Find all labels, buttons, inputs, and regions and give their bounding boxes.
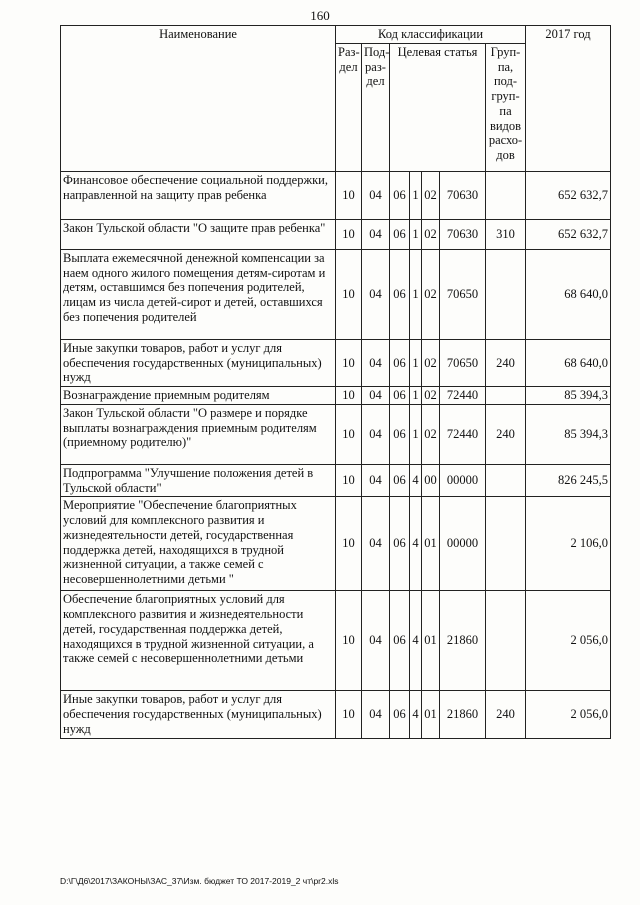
- header-classification-code: Код классификации: [336, 26, 526, 44]
- row-podrazdel: 04: [362, 171, 390, 219]
- row-target-subprogram: 1: [410, 219, 422, 249]
- table-row: [61, 219, 611, 249]
- row-name: Иные закупки товаров, работ и услуг для обеспечения государственных (муниципальных) нужд: [61, 691, 336, 738]
- row-target-direction: 72440: [440, 387, 486, 405]
- row-target-direction: 70650: [440, 249, 486, 339]
- row-podrazdel: 04: [362, 591, 390, 691]
- row-target-subprogram: 4: [410, 497, 422, 591]
- row-target-subprogram: 1: [410, 339, 422, 386]
- row-target-subprogram: 4: [410, 591, 422, 691]
- row-target-direction: 70650: [440, 339, 486, 386]
- row-name: Обеспечение благоприятных условий для комплексного развития и жизнедеятельности детей, государственная поддержка детей, находящихся в трудной жизненной ситуации, а также семей с несовершеннолетними детьми: [61, 591, 336, 691]
- row-target-direction: 00000: [440, 464, 486, 497]
- row-amount: 68 640,0: [526, 249, 611, 339]
- row-amount: 652 632,7: [526, 171, 611, 219]
- row-name: Иные закупки товаров, работ и услуг для обеспечения государственных (муниципальных) нужд: [61, 339, 336, 386]
- row-expense-group: [486, 591, 526, 691]
- row-razdel: 10: [336, 339, 362, 386]
- row-target-direction: 70630: [440, 219, 486, 249]
- row-target-activity: 02: [422, 219, 440, 249]
- row-expense-group: [486, 171, 526, 219]
- row-amount: 2 056,0: [526, 691, 611, 738]
- row-name: Мероприятие "Обеспечение благоприятных условий для комплексного развития и жизнедеятельности детей, государственная поддержка детей, находящихся в трудной жизненной ситуации, а также семей с несовершеннолетними детьми ": [61, 497, 336, 591]
- row-razdel: 10: [336, 219, 362, 249]
- budget-table: [60, 25, 611, 739]
- row-target-activity: 01: [422, 591, 440, 691]
- header-name: Наименование: [61, 26, 336, 172]
- row-expense-group: [486, 387, 526, 405]
- row-target-activity: 01: [422, 691, 440, 738]
- row-razdel: 10: [336, 404, 362, 464]
- row-target-subprogram: 1: [410, 249, 422, 339]
- row-amount: 85 394,3: [526, 387, 611, 405]
- row-target-program: 06: [390, 497, 410, 591]
- table-row: [61, 404, 611, 464]
- row-name: Закон Тульской области "О размере и порядке выплаты вознаграждения приемным родителям (приемному родителю)": [61, 404, 336, 464]
- row-amount: 2 056,0: [526, 591, 611, 691]
- row-expense-group: 240: [486, 404, 526, 464]
- row-amount: 826 245,5: [526, 464, 611, 497]
- row-name: Вознаграждение приемным родителям: [61, 387, 336, 405]
- row-target-program: 06: [390, 387, 410, 405]
- row-razdel: 10: [336, 249, 362, 339]
- row-razdel: 10: [336, 691, 362, 738]
- row-target-subprogram: 1: [410, 171, 422, 219]
- row-razdel: 10: [336, 497, 362, 591]
- row-podrazdel: 04: [362, 339, 390, 386]
- row-expense-group: 240: [486, 691, 526, 738]
- row-target-subprogram: 4: [410, 691, 422, 738]
- row-razdel: 10: [336, 387, 362, 405]
- row-target-subprogram: 4: [410, 464, 422, 497]
- row-target-subprogram: 1: [410, 387, 422, 405]
- header-expense-group: Груп-па, под-груп-па видов расхо-дов: [486, 43, 526, 171]
- table-row: [61, 691, 611, 738]
- row-name: Закон Тульской области "О защите прав ребенка": [61, 219, 336, 249]
- row-target-program: 06: [390, 171, 410, 219]
- header-year: 2017 год: [526, 26, 611, 172]
- row-target-program: 06: [390, 404, 410, 464]
- table-row: [61, 497, 611, 591]
- row-target-activity: 02: [422, 249, 440, 339]
- row-target-program: 06: [390, 219, 410, 249]
- row-razdel: 10: [336, 591, 362, 691]
- row-target-direction: 70630: [440, 171, 486, 219]
- row-target-direction: 00000: [440, 497, 486, 591]
- row-expense-group: 310: [486, 219, 526, 249]
- header-razdel: Раз-дел: [336, 43, 362, 171]
- row-name: Финансовое обеспечение социальной поддержки, направленной на защиту прав ребенка: [61, 171, 336, 219]
- row-podrazdel: 04: [362, 404, 390, 464]
- row-podrazdel: 04: [362, 387, 390, 405]
- row-razdel: 10: [336, 464, 362, 497]
- row-podrazdel: 04: [362, 249, 390, 339]
- row-target-subprogram: 1: [410, 404, 422, 464]
- table-row: [61, 464, 611, 497]
- row-amount: 2 106,0: [526, 497, 611, 591]
- footer-file-path: D:\Г\Д6\2017\ЗАКОНЫ\ЗАС_37\Изм. бюджет ТО 2017-2019_2 чт\pr2.xls: [60, 876, 339, 886]
- page-number: 160: [310, 8, 330, 23]
- row-podrazdel: 04: [362, 497, 390, 591]
- row-expense-group: 240: [486, 339, 526, 386]
- row-target-direction: 21860: [440, 591, 486, 691]
- row-target-program: 06: [390, 339, 410, 386]
- table-row: [61, 591, 611, 691]
- row-name: Подпрограмма "Улучшение положения детей в Тульской области": [61, 464, 336, 497]
- row-podrazdel: 04: [362, 691, 390, 738]
- row-target-activity: 02: [422, 387, 440, 405]
- row-expense-group: [486, 497, 526, 591]
- row-target-program: 06: [390, 591, 410, 691]
- header-target-article: Целевая статья: [390, 43, 486, 171]
- row-target-activity: 00: [422, 464, 440, 497]
- row-target-activity: 02: [422, 339, 440, 386]
- table-row: [61, 339, 611, 386]
- row-target-direction: 72440: [440, 404, 486, 464]
- table-row: [61, 249, 611, 339]
- row-razdel: 10: [336, 171, 362, 219]
- row-name: Выплата ежемесячной денежной компенсации за наем одного жилого помещения детям-сиротам и детям, оставшимся без попечения родителей, лицам из числа детей-сирот и детей, оставшихся без попечения родителей: [61, 249, 336, 339]
- row-target-activity: 02: [422, 171, 440, 219]
- row-amount: 652 632,7: [526, 219, 611, 249]
- row-amount: 68 640,0: [526, 339, 611, 386]
- row-target-program: 06: [390, 691, 410, 738]
- row-expense-group: [486, 249, 526, 339]
- row-amount: 85 394,3: [526, 404, 611, 464]
- row-target-activity: 02: [422, 404, 440, 464]
- header-podrazdel: Под-раз-дел: [362, 43, 390, 171]
- row-target-activity: 01: [422, 497, 440, 591]
- row-podrazdel: 04: [362, 464, 390, 497]
- row-expense-group: [486, 464, 526, 497]
- row-target-program: 06: [390, 464, 410, 497]
- table-row: [61, 387, 611, 405]
- row-target-direction: 21860: [440, 691, 486, 738]
- row-podrazdel: 04: [362, 219, 390, 249]
- row-target-program: 06: [390, 249, 410, 339]
- table-row: [61, 171, 611, 219]
